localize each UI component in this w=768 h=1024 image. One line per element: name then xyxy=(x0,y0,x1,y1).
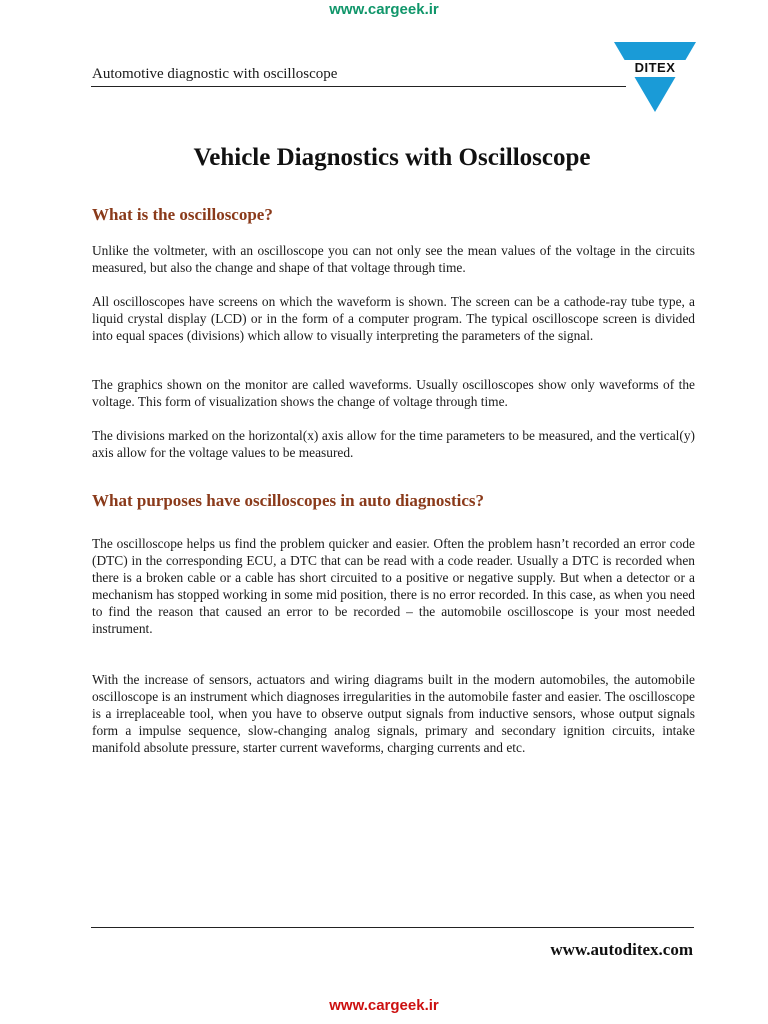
paragraph: With the increase of sensors, actuators and wiring diagrams built in the modern automobiles, the automobile oscilloscope is an instrument which diagnoses irregularities in the automobile faster and easier. The oscilloscope is a irreplaceable tool, when you have to observe output signals from inductive sensors, whose output signals form a impulse sequence, slow-changing analog signals, primary and secondary ignition circuits, intake manifold absolute pressure, starter current waveforms, charging currents and etc. xyxy=(92,672,695,755)
footer-divider xyxy=(91,927,694,928)
running-title: Automotive diagnostic with oscilloscope xyxy=(92,66,338,82)
autoditex-website-link[interactable]: www.autoditex.com xyxy=(550,940,693,959)
section-heading-purposes-in-auto-diagnostics: What purposes have oscilloscopes in auto diagnostics? xyxy=(92,491,484,510)
paragraph: All oscilloscopes have screens on which the waveform is shown. The screen can be a cathode-ray tube type, a liquid crystal display (LCD) or in the form of a computer program. The typical oscilloscope screen is divided into equal spaces (divisions) which allow to visually interpreting the parameters of the signal. xyxy=(92,294,695,343)
header-divider xyxy=(91,86,626,87)
ditex-logo-wordmark: DITEX xyxy=(634,60,676,75)
paragraph: The oscilloscope helps us find the problem quicker and easier. Often the problem hasn’t recorded an error code (DTC) in the corresponding ECU, a DTC that can be read with a code reader. Usually a DTC is recorded when there is a broken cable or a cable has short circuited to a positive or negative supply. But when a detector or a mechanism has stopped working in some mid position, there is no error recorded. In this case, as when you need to find the reason that caused an error to be recorded – the automobile oscilloscope is your most needed instrument. xyxy=(92,536,695,636)
cargeek-link-bottom[interactable]: www.cargeek.ir xyxy=(329,997,439,1014)
paragraph: The graphics shown on the monitor are called waveforms. Usually oscilloscopes show only waveforms of the voltage. This form of visualization shows the change of voltage through time. xyxy=(92,377,695,409)
ditex-logo-mark xyxy=(614,42,696,112)
paragraph: The divisions marked on the horizontal(x) axis allow for the time parameters to be measured, and the vertical(y) axis allow for the voltage values to be measured. xyxy=(92,428,695,460)
cargeek-link-top[interactable]: www.cargeek.ir xyxy=(329,1,439,18)
section-heading-what-is-oscilloscope: What is the oscilloscope? xyxy=(92,205,273,224)
document-title: Vehicle Diagnostics with Oscilloscope xyxy=(193,144,591,171)
ditex-logo xyxy=(614,42,696,112)
paragraph: Unlike the voltmeter, with an oscilloscope you can not only see the mean values of the voltage in the circuits measured, but also the change and shape of that voltage through time. xyxy=(92,243,695,275)
